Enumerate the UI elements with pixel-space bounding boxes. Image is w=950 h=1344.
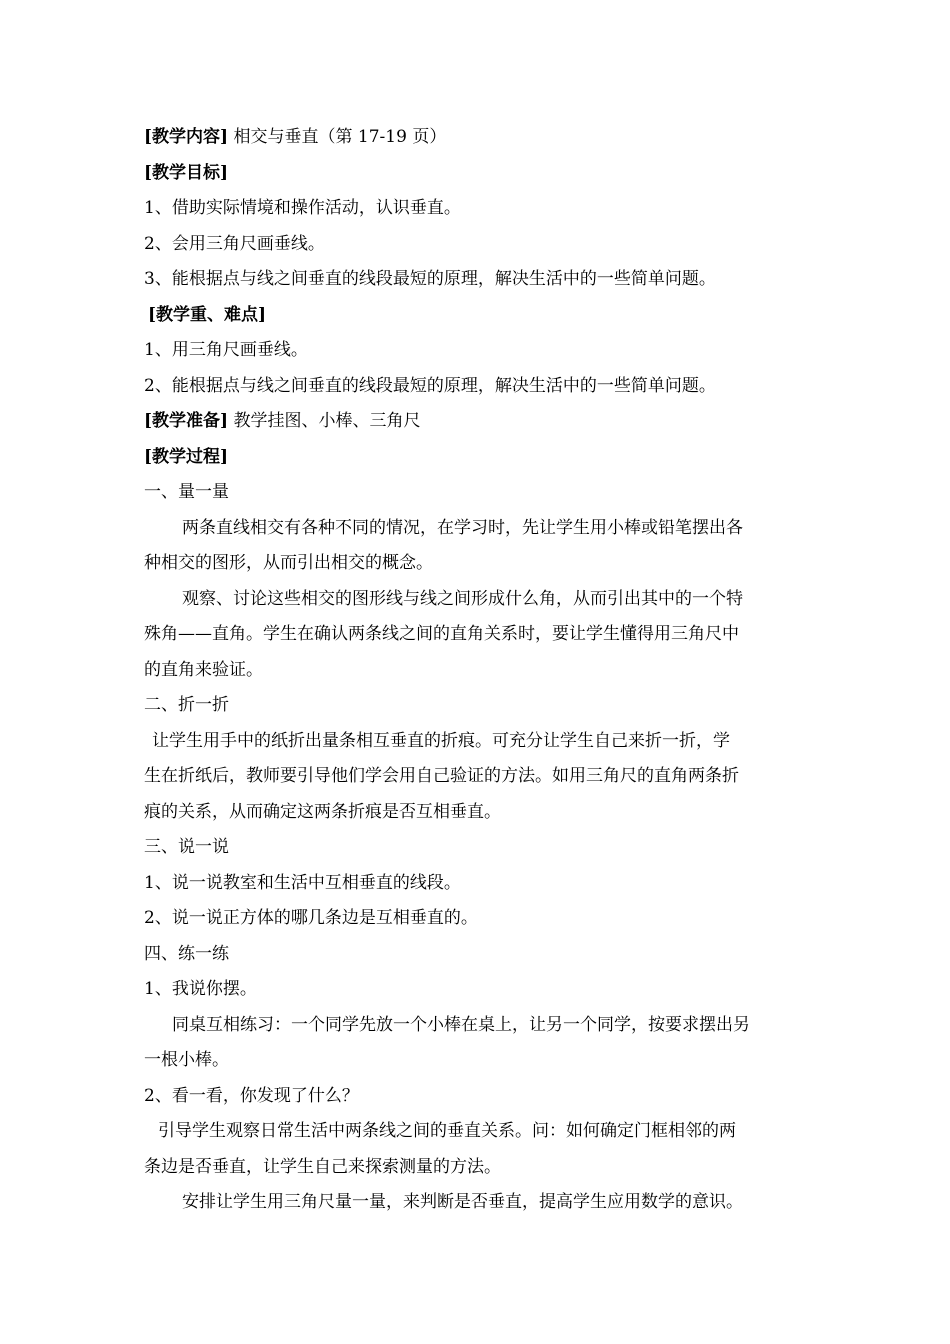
content-label: [教学内容] <box>144 127 229 147</box>
prep-line <box>144 404 810 440</box>
list-item: 1、说一说教室和生活中互相垂直的线段。 <box>144 872 461 893</box>
goal-item: 2、会用三角尺画垂线。 <box>144 233 325 254</box>
section-title: 二、折一折 <box>144 695 229 715</box>
paragraph-line: 的直角来验证。 <box>144 659 263 680</box>
paragraph-line: 让学生用手中的纸折出量条相互垂直的折痕。可充分让学生自己来折一折，学 <box>152 730 730 751</box>
list-item: 2、看一看，你发现了什么？ <box>144 1085 359 1106</box>
goals-heading: [教学目标] <box>144 162 229 183</box>
list-item: 2、说一说正方体的哪几条边是互相垂直的。 <box>144 908 478 928</box>
keypoints-heading: [教学重、难点] <box>148 304 267 325</box>
content-line <box>144 120 810 156</box>
paragraph-line: 观察、讨论这些相交的图形线与线之间形成什么角，从而引出其中的一个特 <box>182 588 743 609</box>
paragraph-line: 一根小棒。 <box>144 1050 229 1070</box>
paragraph-line: 殊角——直角。学生在确认两条线之间的直角关系时，要让学生懂得用三角尺中 <box>144 624 739 644</box>
keypoint-item: 1、用三角尺画垂线。 <box>144 340 308 360</box>
paragraph-line: 两条直线相交有各种不同的情况，在学习时，先让学生用小棒或铅笔摆出各 <box>182 517 743 538</box>
section-title: 四、练一练 <box>144 943 229 964</box>
goal-item: 1、借助实际情境和操作活动，认识垂直。 <box>144 198 461 218</box>
paragraph-line: 种相交的图形，从而引出相交的概念。 <box>144 553 433 573</box>
paragraph-line: 同桌互相练习：一个同学先放一个小棒在桌上，让另一个同学，按要求摆出另 <box>172 1014 750 1035</box>
paragraph-line: 安排让学生用三角尺量一量，来判断是否垂直，提高学生应用数学的意识。 <box>182 1192 743 1212</box>
document-body <box>144 120 810 1221</box>
paragraph-line: 引导学生观察日常生活中两条线之间的垂直关系。问：如何确定门框相邻的两 <box>158 1121 736 1141</box>
section-title: 一、量一量 <box>144 482 229 502</box>
section-title: 三、说一说 <box>144 837 229 857</box>
content-text: 相交与垂直（第 17-19 页） <box>233 127 447 147</box>
process-heading: [教学过程] <box>144 446 229 467</box>
keypoint-item: 2、能根据点与线之间垂直的线段最短的原理，解决生活中的一些简单问题。 <box>144 375 716 396</box>
goal-item: 3、能根据点与线之间垂直的线段最短的原理，解决生活中的一些简单问题。 <box>144 269 716 289</box>
prep-text: 教学挂图、小棒、三角尺 <box>233 411 421 431</box>
paragraph-line: 痕的关系，从而确定这两条折痕是否互相垂直。 <box>144 801 501 822</box>
paragraph-line: 条边是否垂直，让学生自己来探索测量的方法。 <box>144 1156 501 1177</box>
prep-label: [教学准备] <box>144 411 229 431</box>
list-item: 1、我说你摆。 <box>144 979 257 999</box>
paragraph-line: 生在折纸后，教师要引导他们学会用自己验证的方法。如用三角尺的直角两条折 <box>144 766 739 786</box>
